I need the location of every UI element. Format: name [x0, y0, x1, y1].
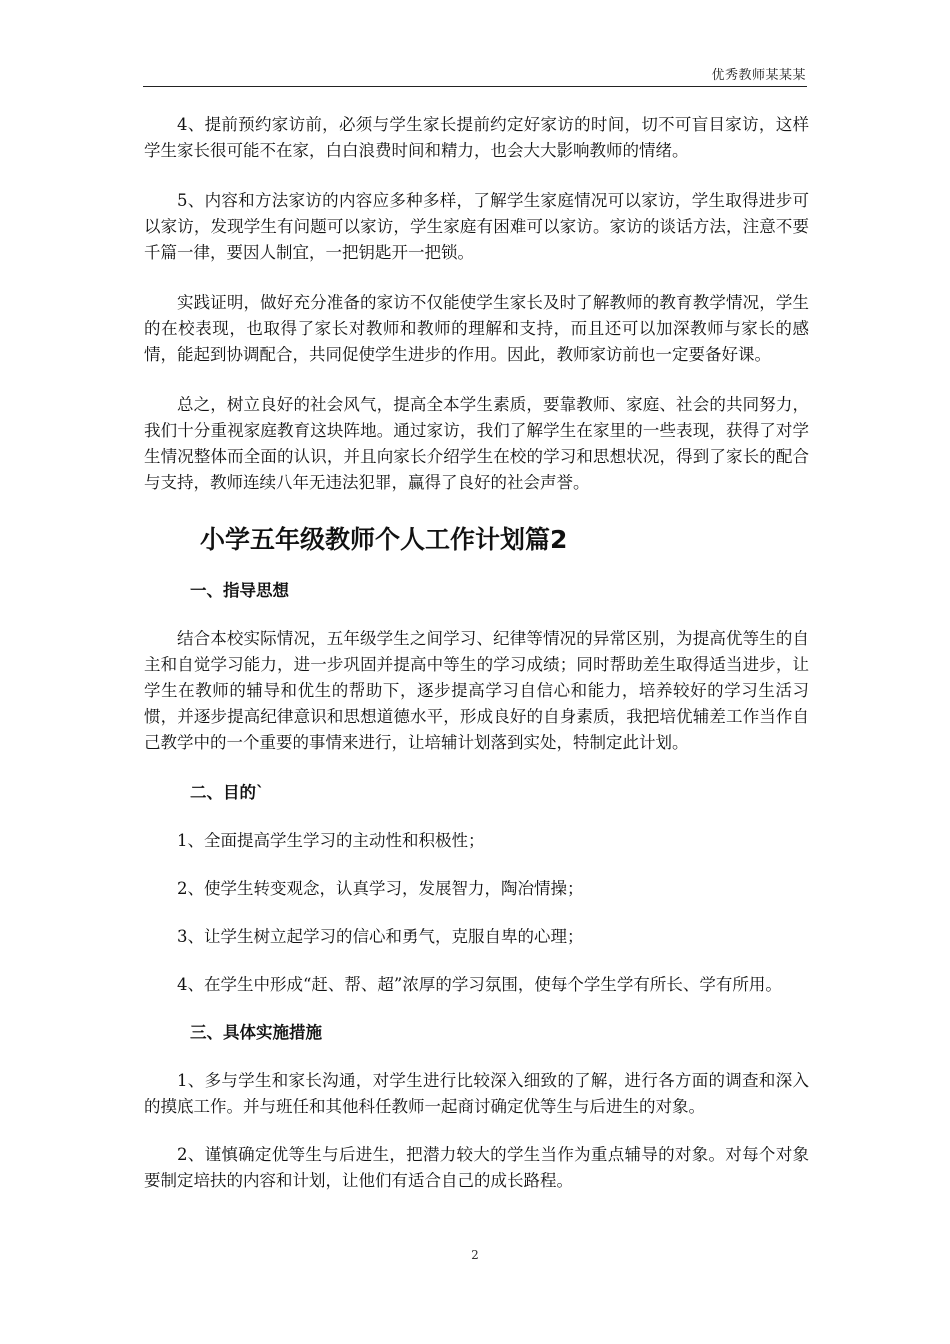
page-header-text: 优秀教师某某某: [711, 68, 806, 83]
document-title: 小学五年级教师个人工作计划篇2: [200, 525, 568, 554]
section-heading-purpose: 二、目的`: [190, 783, 265, 802]
list-item: 1、多与学生和家长沟通，对学生进行比较深入细致的了解，进行各方面的调查和深入的摸底工作。并与班任和其他科任教师一起商讨确定优等生与后进生的对象。: [144, 1071, 809, 1116]
paragraph-practice-proof: 实践证明，做好充分准备的家访不仅能使学生家长及时了解教师的教育教学情况，学生的在校表现，也取得了家长对教师和教师的理解和支持，而且还可以加深教师与家长的感情，能起到协调配合，共同促使学生进步的作用。因此，教师家访前也一定要备好课。: [144, 293, 809, 364]
section-heading-guiding-ideology: 一、指导思想: [190, 581, 289, 600]
section-heading-measures: 三、具体实施措施: [190, 1023, 322, 1042]
paragraph-home-visit-content: 5、内容和方法家访的内容应多种多样，了解学生家庭情况可以家访，学生取得进步可以家访，发现学生有问题可以家访，学生家庭有困难可以家访。家访的谈话方法，注意不要千篇一律，要因人制宜，一把钥匙开一把锁。: [144, 191, 809, 262]
list-item: 2、使学生转变观念，认真学习，发展智力，陶冶情操；: [177, 879, 584, 898]
page-number: 2: [471, 1248, 479, 1262]
document-body: [144, 112, 809, 1216]
paragraph-guiding-ideology: 结合本校实际情况，五年级学生之间学习、纪律等情况的异常区别，为提高优等生的自主和自觉学习能力，进一步巩固并提高中等生的学习成绩；同时帮助差生取得适当进步，让学生在教师的辅导和优生的帮助下，逐步提高学习自信心和能力，培养较好的学习生活习惯，并逐步提高纪律意识和思想道德水平，形成良好的自身素质，我把培优辅差工作当作自己教学中的一个重要的事情来进行，让培辅计划落到实处，特制定此计划。: [144, 629, 809, 752]
header-divider: [143, 86, 807, 87]
list-item: 1、全面提高学生学习的主动性和积极性；: [177, 831, 485, 850]
list-item: 3、让学生树立起学习的信心和勇气，克服自卑的心理；: [177, 927, 584, 946]
paragraph-conclusion: 总之，树立良好的社会风气，提高全本学生素质，要靠教师、家庭、社会的共同努力，我们十分重视家庭教育这块阵地。通过家访，我们了解学生在家里的一些表现，获得了对学生情况整体而全面的认识，并且向家长介绍学生在校的学习和思想状况，得到了家长的配合与支持，教师连续八年无违法犯罪，赢得了良好的社会声誉。: [144, 395, 809, 492]
list-item: 4、在学生中形成“赶、帮、超”浓厚的学习氛围，使每个学生学有所长、学有所用。: [177, 975, 782, 994]
paragraph-home-visit-appointment: 4、提前预约家访前，必须与学生家长提前约定好家访的时间，切不可盲目家访，这样学生家长很可能不在家，白白浪费时间和精力，也会大大影响教师的情绪。: [144, 115, 809, 160]
list-item: 2、谨慎确定优等生与后进生，把潜力较大的学生当作为重点辅导的对象。对每个对象要制定培扶的内容和计划，让他们有适合自己的成长路程。: [144, 1145, 809, 1190]
